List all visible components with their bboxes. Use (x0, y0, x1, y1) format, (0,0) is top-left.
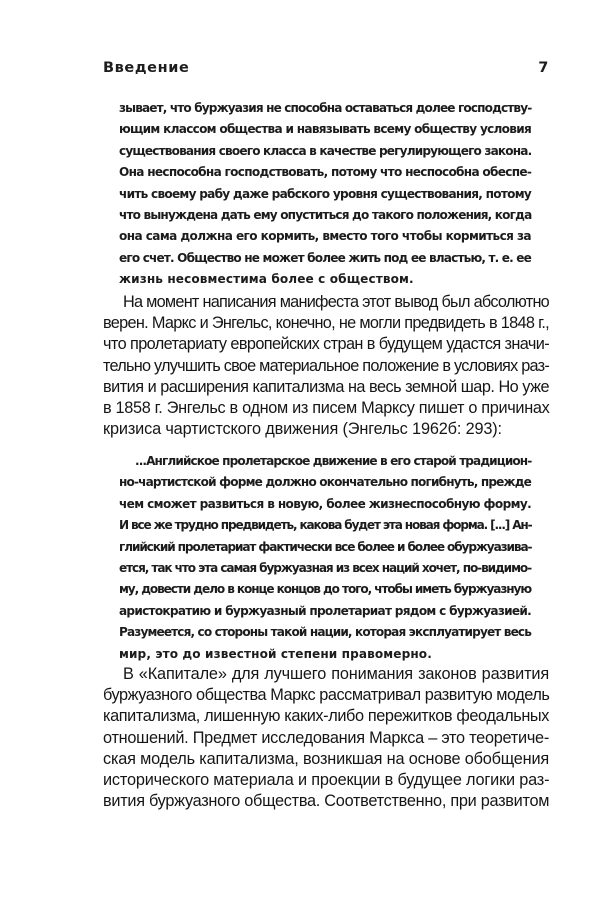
quote-block-manifesto (119, 98, 531, 291)
body-paragraph-manifesto-conclusion (103, 292, 549, 440)
quote-line: существования своего класса в качестве регулирующего закона. (119, 143, 532, 158)
body-line: ская модель капитализма, возникшая на основе обобщения (103, 749, 549, 768)
quote-line: жизнь несовместима более с обществом. (119, 272, 414, 287)
quote-line: она сама должна его кормить, вместо того чтобы кормиться за (119, 229, 531, 244)
quote-line: чем сможет развиться в новую, более жизнеспособную форму. (119, 496, 532, 511)
quote-line: но-чартистской форме должно окончательно погибнуть, прежде (119, 475, 531, 490)
quote-line: И все же трудно предвидеть, какова будет эта новая форма. [...] Ан- (119, 518, 532, 533)
quote-line: ющим классом общества и навязывать всему обществу условия (119, 122, 531, 137)
quote-line: ется, так что эта самая буржуазная из всех наций хочет, по-видимо- (119, 561, 531, 576)
body-line: что пролетариату европейских стран в будущем удастся значи- (103, 335, 550, 354)
quote-line: зывает, что буржуазия не способна оставаться долее господству- (119, 101, 532, 115)
body-line: На момент написания манифеста этот вывод был абсолютно (123, 293, 549, 311)
body-line: в 1858 г. Энгельс в одном из писем Марксу пишет о причинах (103, 399, 550, 418)
body-line: верен. Маркс и Энгельс, конечно, не могли предвидеть в 1848 г., (103, 314, 549, 333)
body-paragraph-capital-model (103, 664, 549, 812)
quote-line: что вынуждена дать ему опуститься до такого положения, когда (119, 208, 532, 223)
running-head (103, 60, 549, 82)
body-line: капитализма, лишенную каких-либо пережитков феодальных (103, 707, 549, 726)
chapter-title: Введение (103, 60, 190, 76)
body-line: кризиса чартистского движения (Энгельс 1962б: 293): (103, 420, 502, 439)
body-line: вития и расширения капитализма на весь земной шар. Но уже (103, 377, 549, 396)
body-line: исторического материала и проекции в будущее логики раз- (103, 771, 550, 790)
quote-line: глийский пролетариат фактически все более и более обуржуазива- (119, 539, 532, 554)
page-number: 7 (538, 60, 549, 76)
quote-line: ...Английское пролетарское движение в его старой традицион- (135, 454, 532, 468)
quote-line: му, довести дело в конце концов до того, чтобы иметь буржуазную (119, 582, 531, 597)
quote-line: его счет. Общество не может более жить под ее властью, т. е. ее (119, 250, 532, 265)
quote-block-engels-letter (119, 451, 531, 665)
quote-line: аристократию и буржуазный пролетариат рядом с буржуазией. (119, 603, 531, 618)
quote-line: чить своему рабу даже рабского уровня существования, потому (119, 186, 531, 201)
quote-line: Она неспособна господствовать, потому что неспособна обеспе- (119, 165, 532, 180)
body-line: буржуазного общества Маркс рассматривал развитую модель (103, 686, 550, 705)
body-line: отношений. Предмет исследования Маркса – это теоретиче- (103, 728, 549, 747)
quote-line: мир, это до известной степени правомерно. (119, 646, 432, 661)
body-line: тельно улучшить свое материальное положение в условиях раз- (103, 356, 550, 375)
body-line: В «Капитале» для лучшего понимания законов развития (123, 665, 549, 683)
body-line: вития буржуазного общества. Соответственно, при развитом (103, 792, 550, 811)
quote-line: Разумеется, со стороны такой нации, которая эксплуатирует весь (119, 625, 531, 640)
